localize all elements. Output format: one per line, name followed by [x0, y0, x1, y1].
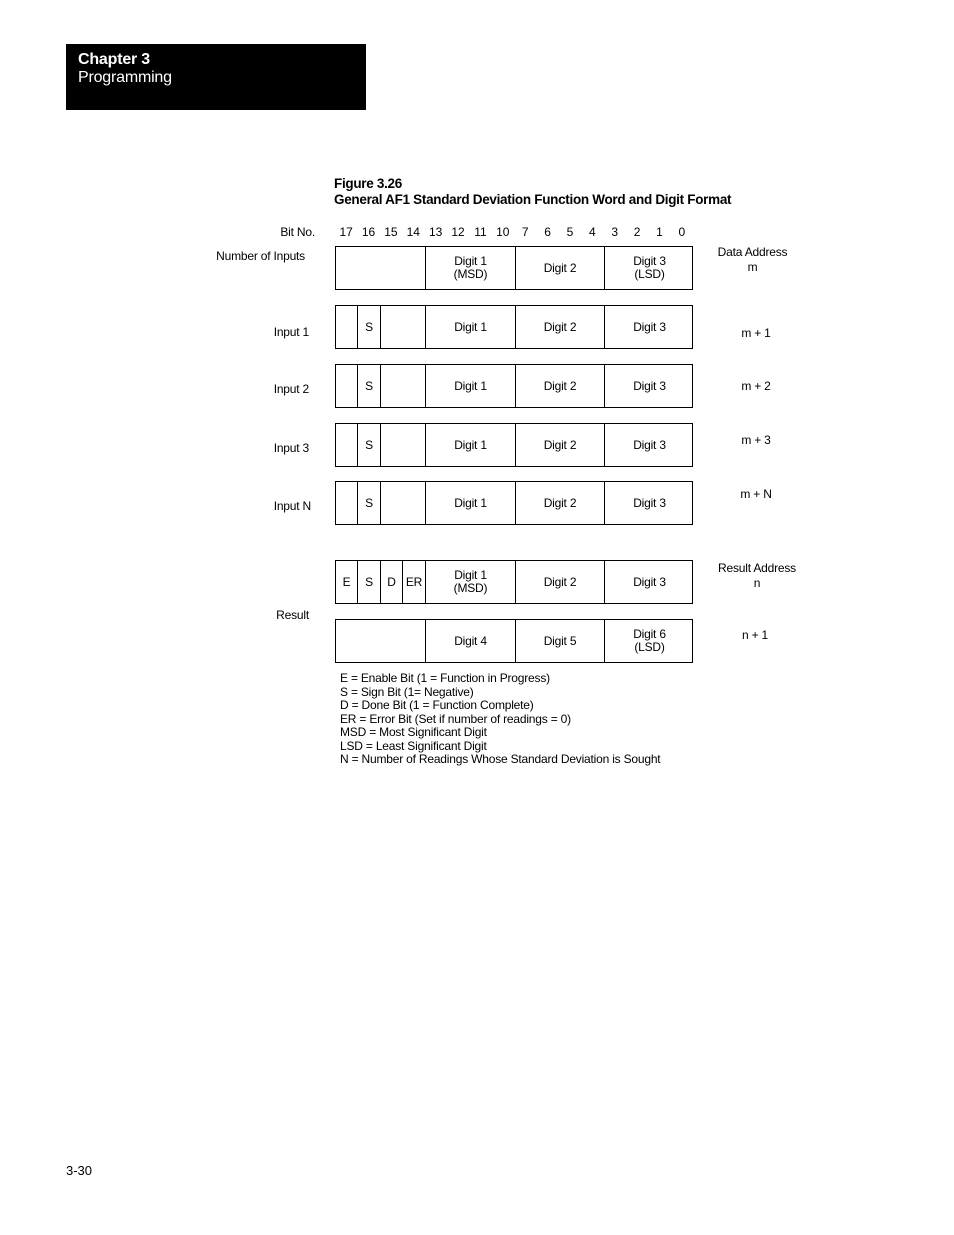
sign-bit-label: S: [365, 495, 373, 510]
digit-cell: [605, 306, 694, 348]
digit-cell: [605, 482, 694, 524]
blank-cell: [381, 365, 426, 407]
bit-number: 14: [406, 225, 420, 239]
bit-number: 3: [611, 225, 619, 239]
address-data: [705, 245, 800, 274]
digit-label: Digit 2: [543, 378, 577, 393]
bit-number: 4: [588, 225, 596, 239]
flag-label: D: [387, 574, 396, 589]
digit-cell: [516, 561, 605, 603]
address-m-plus-2: m + 2: [741, 379, 771, 393]
digit-label: Digit 3: [633, 574, 666, 589]
address-n-plus-1: n + 1: [741, 628, 769, 642]
digit-label: Digit 3: [633, 437, 666, 452]
blank-cell: [336, 620, 426, 662]
digit-cell: [516, 620, 605, 662]
digit-cell: [426, 620, 516, 662]
chapter-header: [66, 44, 366, 110]
legend-item: ER = Error Bit (Set if number of readings = 0): [340, 711, 571, 726]
bit-number: 7: [521, 225, 529, 239]
page-number: 3-30: [66, 1163, 93, 1178]
row-label-input-2: Input 2: [273, 382, 309, 396]
digit-label: Digit 1: [454, 495, 487, 510]
digit-label: Digit 2: [543, 319, 577, 334]
bit-number: 1: [656, 225, 663, 239]
word-input-n: [335, 481, 693, 525]
bit-number: 16: [361, 225, 376, 239]
digit-cell: [516, 306, 605, 348]
digit-cell: [605, 561, 694, 603]
enable-bit-cell: [336, 561, 358, 603]
flag-label: ER: [405, 574, 423, 589]
address-m-plus-n: m + N: [740, 487, 772, 501]
bit-number: 13: [429, 225, 443, 239]
bit-number: 10: [496, 225, 510, 239]
blank-cell: [381, 482, 426, 524]
digit-label: Digit 1: [454, 437, 487, 452]
digit-label: Digit 2: [543, 574, 577, 589]
digit-cell: [516, 365, 605, 407]
blank-cell: [336, 424, 358, 466]
address-value: n: [753, 576, 761, 590]
row-label-input-3: Input 3: [273, 441, 309, 455]
digit-label: Digit 3: [633, 319, 666, 334]
bit-number: 2: [633, 225, 641, 239]
sign-bit-label: S: [365, 319, 373, 334]
blank-cell: [381, 424, 426, 466]
digit-sub-label: (LSD): [634, 267, 665, 281]
digit-label: Digit 1: [454, 254, 487, 268]
digit-sub-label: (MSD): [453, 267, 488, 281]
digit-label: Digit 4: [454, 633, 487, 648]
digit-cell: [426, 561, 516, 603]
legend: [340, 672, 660, 767]
address-result: [705, 561, 809, 590]
word-input-2: [335, 364, 693, 408]
flag-label: S: [365, 574, 373, 589]
digit-label: Digit 2: [543, 495, 577, 510]
bit-number: 15: [384, 225, 398, 239]
address-label: Result Address: [718, 561, 796, 575]
word-result-1: [335, 560, 693, 604]
address-value: m: [747, 260, 758, 274]
digit-sub-label: (LSD): [634, 640, 665, 654]
digit-label: Digit 3: [633, 254, 666, 268]
figure-title: General AF1 Standard Deviation Function Word and Digit Format: [334, 192, 732, 207]
bit-number: 12: [451, 225, 465, 239]
bit-no-label: Bit No.: [280, 225, 315, 239]
bit-number: 0: [678, 225, 686, 239]
section-label: Programming: [78, 69, 172, 86]
digit-label: Digit 1: [454, 568, 487, 582]
digit-cell: [426, 365, 516, 407]
row-label-result: Result: [276, 608, 309, 622]
digit-cell: [605, 620, 694, 662]
blank-cell: [336, 365, 358, 407]
word-input-1: [335, 305, 693, 349]
digit-cell: [426, 482, 516, 524]
digit-label: Digit 3: [633, 378, 666, 393]
legend-item: E = Enable Bit (1 = Function in Progress): [340, 671, 550, 685]
flag-label: E: [342, 574, 351, 589]
bit-number: 11: [474, 225, 487, 239]
address-m-plus-1: m + 1: [741, 326, 771, 340]
digit-cell: [516, 424, 605, 466]
digit-label: Digit 1: [454, 319, 487, 334]
bit-number: 6: [544, 225, 551, 239]
done-bit-cell: [381, 561, 403, 603]
digit-label: Digit 6: [633, 627, 666, 641]
digit-cell: [516, 482, 605, 524]
sign-bit-cell: [358, 482, 381, 524]
digit-sub-label: (MSD): [453, 581, 488, 595]
blank-cell: [336, 247, 426, 289]
row-label-input-n: Input N: [273, 499, 311, 513]
legend-item: MSD = Most Significant Digit: [340, 725, 487, 739]
legend-item: D = Done Bit (1 = Function Complete): [340, 698, 534, 712]
digit-cell: [605, 424, 694, 466]
figure-number: Figure 3.26: [334, 176, 402, 191]
sign-bit-label: S: [365, 378, 373, 393]
word-result-2: [335, 619, 693, 663]
sign-bit-cell: [358, 365, 381, 407]
word-number-of-inputs: [335, 246, 693, 290]
sign-bit-label: S: [365, 437, 373, 452]
digit-cell: [516, 247, 605, 289]
word-input-3: [335, 423, 693, 467]
digit-cell: [605, 365, 694, 407]
legend-item: LSD = Least Significant Digit: [340, 738, 487, 753]
digit-label: Digit 2: [543, 437, 577, 452]
error-bit-cell: [403, 561, 426, 603]
legend-item: S = Sign Bit (1= Negative): [340, 684, 474, 699]
row-label-input-1: Input 1: [273, 325, 309, 339]
bit-number: 17: [339, 225, 353, 239]
digit-cell: [426, 247, 516, 289]
address-label: Data Address: [717, 245, 788, 259]
digit-label: Digit 2: [543, 260, 577, 275]
digit-cell: [426, 424, 516, 466]
legend-item: N = Number of Readings Whose Standard Deviation is Sought: [340, 752, 661, 766]
chapter-label: Chapter 3: [78, 51, 150, 68]
bit-number: 5: [566, 225, 574, 239]
blank-cell: [336, 306, 358, 348]
sign-bit-cell: [358, 424, 381, 466]
blank-cell: [381, 306, 426, 348]
address-m-plus-3: m + 3: [741, 433, 771, 447]
digit-label: Digit 3: [633, 495, 666, 510]
digit-label: Digit 5: [543, 633, 577, 648]
sign-bit-cell: [358, 306, 381, 348]
row-label-number-of-inputs: Number of Inputs: [216, 249, 305, 263]
blank-cell: [336, 482, 358, 524]
sign-bit-cell: [358, 561, 381, 603]
digit-cell: [605, 247, 694, 289]
digit-cell: [426, 306, 516, 348]
digit-label: Digit 1: [454, 378, 487, 393]
